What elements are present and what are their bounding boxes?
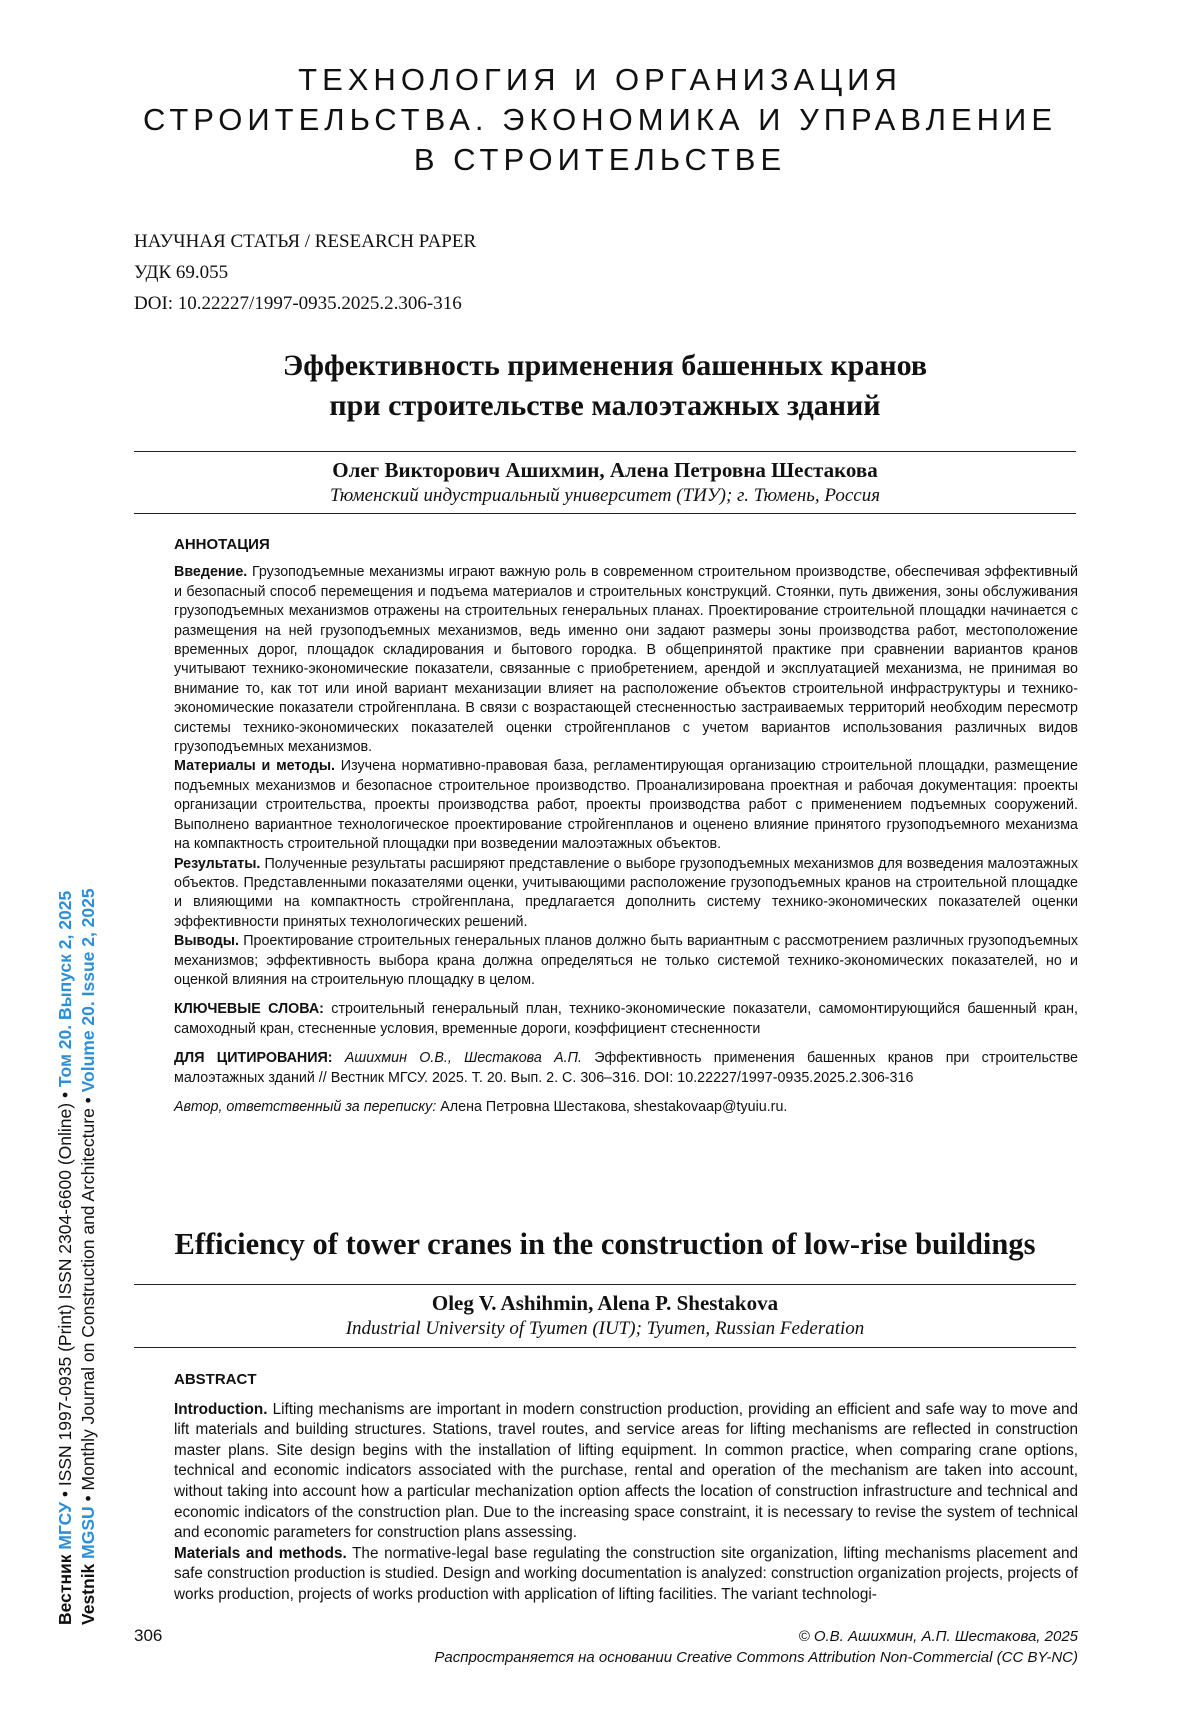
journal-name: Вестник: [55, 1549, 75, 1625]
divider: [134, 1347, 1076, 1348]
divider: [134, 1284, 1076, 1285]
section-title-line: ТЕХНОЛОГИЯ И ОРГАНИЗАЦИЯ: [298, 62, 902, 97]
copyright: © О.В. Ашихмин, А.П. Шестакова, 2025: [798, 1628, 1078, 1645]
text: The normative-legal base regulating the construction site organization, lifting mechanisms placement and safe construction production is studied. Design and working documentation is analyzed: construction organization projects, projects of works production, projects of works production with application of lifting facilities. The variant technologi-: [174, 1544, 1078, 1603]
text: Изучена нормативно-правовая база, регламентирующая организацию строительной площадки, размещение подъемных механизмов и безопасное строительное производство. Проанализирована проектная и рабочая документация: проекты организации строительства, проекты производства работ, проекты производства работ с применением подъемных сооружений. Выполнено вариантное технологическое проектирование стройгенпланов и оценено влияние принятого грузоподъемного механизма на компактность строительной площадки при возведении малоэтажных объектов.: [174, 758, 1078, 853]
section-title-line: СТРОИТЕЛЬСТВА. ЭКОНОМИКА И УПРАВЛЕНИЕ: [142, 102, 1058, 137]
divider: [134, 513, 1076, 514]
abstract-intro: [174, 1400, 1078, 1544]
journal-side-strip: [54, 755, 104, 1625]
udc-code: УДК 69.055: [134, 262, 229, 283]
section-title-line: В СТРОИТЕЛЬСТВЕ: [413, 142, 787, 177]
spacer: [174, 990, 1078, 1000]
affiliation-en: Industrial University of Tyumen (IUT); Tyumen, Russian Federation: [345, 1318, 865, 1339]
text: Проектирование строительных генеральных планов должно быть вариантным с рассмотрением различных грузоподъемных механизмов; эффективность выбора крана должна определяться не только системой технико-экономических показателей, но и оценкой влияния на строительную площадку в целом.: [174, 933, 1078, 988]
doi[interactable]: DOI: 10.22227/1997-0935.2025.2.306-316: [134, 293, 462, 314]
journal-subtitle: • Monthly Journal on Construction and Architecture •: [78, 1092, 98, 1507]
footer-rights: [434, 1626, 1078, 1668]
citation: [174, 1049, 1078, 1088]
journal-section-title: [120, 60, 1080, 180]
text: Грузоподъемные механизмы играют важную роль в современном строительном производстве, обеспечивая эффективный и безопасный способ перемещения и подъема материалов и строительных конструкций. Стоянки, путь движения, зоны обслуживания грузоподъемных механизмов отражены на строительных генеральных планах. Проектирование строительной площадки начинается с размещения на ней грузоподъемных механизмов, ведь именно они задают размеры зоны производства работ, местоположение временных дорог, площадок складирования и бытового городка. В общепринятой практике при сравнении вариантов кранов учитывают технико-экономические показатели, связанные с приобретением, арендой и эксплуатацией механизма, не принимая во внимание то, как тот или иной вариант механизации влияет на расположение объектов строительной инфраструктуры и технико-экономические показатели стройгенплана. В связи с возрастающей стесненностью застраиваемых территорий необходим пересмотр системы технико-экономических показателей оценки стройгенпланов с учетом вариантов использования различных видов грузоподъемных механизмов.: [174, 564, 1078, 756]
title-ru: [134, 346, 1076, 426]
abstract-conclusions: [174, 932, 1078, 990]
citation-authors: Ашихмин О.В., Шестакова А.П.: [332, 1050, 582, 1067]
page-number: 306: [134, 1626, 163, 1645]
text: Полученные результаты расширяют представление о выборе грузоподъемных механизмов для возведения малоэтажных объектов. Представленными показателями оценки, учитывающими расположение грузоподъемных кранов на строительной площадке и влияющими на компактность стройгенплана, предлагается дополнить систему технико-экономических показателей оценки эффективности принятых технологических решений.: [174, 855, 1078, 930]
abstract-methods: [174, 1544, 1078, 1606]
keywords: [174, 1000, 1078, 1039]
title-en: Efficiency of tower cranes in the construction of low-rise buildings: [174, 1227, 1036, 1261]
journal-name: Vestnik: [78, 1558, 98, 1625]
spacer: [174, 1039, 1078, 1049]
authors-en: Oleg V. Ashihmin, Alena P. Shestakova: [431, 1291, 779, 1315]
text: Эффективность применения башенных кранов при строительстве малоэтажных зданий // Вестник МГСУ. 2025. Т. 20. Вып. 2. С. 306–316. DOI: 10.22227/1997-0935.2025.2.306-316: [174, 1050, 1078, 1086]
issn: • ISSN 1997-0935 (Print) ISSN 2304-6600 (Online) •: [55, 1087, 75, 1503]
affiliation-ru: Тюменский индустриальный университет (ТИУ); г. Тюмень, Россия: [329, 485, 881, 506]
title-ru-line: при строительстве малоэтажных зданий: [329, 389, 881, 422]
label: Introduction.: [174, 1400, 268, 1418]
abstract-heading: ABSTRACT: [174, 1371, 257, 1388]
text: строительный генеральный план, технико-экономические показатели, самомонтирующийся башенный кран, самоходный кран, стесненные условия, временные дороги, коэффициент стесненности: [174, 1001, 1078, 1037]
label: ДЛЯ ЦИТИРОВАНИЯ:: [174, 1050, 333, 1067]
volume-issue: Том 20. Выпуск 2, 2025: [55, 890, 75, 1088]
label: Результаты.: [174, 855, 261, 872]
label: Материалы и методы.: [174, 758, 336, 775]
text: Lifting mechanisms are important in modern construction production, providing an efficient and safe way to move and lift materials and building structures. Stations, travel routes, and service areas for lifting mechanisms are reflected in construction master plans. Site design begins with the installation of lifting equipment. In common practice, when comparing crane options, technical and economic indicators associated with the purchase, rental and operation of the mechanism are taken into account, without taking into account how a particular mechanization option affects the location of construction infrastructure and technical and economic indicators of the construction plan. Due to the increasing space constraint, it is necessary to revise the system of technical and economic parameters for construction plans assessing.: [174, 1400, 1078, 1542]
text: Алена Петровна Шестакова, shestakovaap@tyuiu.ru.: [436, 1098, 788, 1115]
label: Materials and methods.: [174, 1544, 347, 1562]
label: Выводы.: [174, 933, 239, 950]
journal-brand: MGSU: [78, 1506, 98, 1559]
volume-issue: Volume 20. Issue 2, 2025: [78, 888, 98, 1093]
spacer: [174, 1088, 1078, 1098]
abstract-ru: [174, 535, 1078, 1117]
side-strip-line-ru: [54, 755, 77, 1625]
label: КЛЮЧЕВЫЕ СЛОВА:: [174, 1001, 324, 1018]
abstract-heading: АННОТАЦИЯ: [174, 536, 270, 553]
article-type: НАУЧНАЯ СТАТЬЯ / RESEARCH PAPER: [134, 231, 477, 252]
journal-brand: МГСУ: [55, 1502, 75, 1550]
abstract-methods: [174, 757, 1078, 854]
authors-ru: Олег Викторович Ашихмин, Алена Петровна Шестакова: [332, 458, 878, 482]
license: Распространяется на основании Creative Commons Attribution Non-Commercial (CC BY-NC): [434, 1649, 1078, 1666]
label: Введение.: [174, 564, 248, 581]
abstract-en: [174, 1370, 1078, 1606]
divider: [134, 451, 1076, 452]
abstract-intro: [174, 563, 1078, 757]
label: Автор, ответственный за переписку:: [174, 1098, 437, 1115]
title-ru-line: Эффективность применения башенных кранов: [282, 349, 928, 382]
article-meta: [134, 226, 476, 319]
side-strip-line-en: [77, 755, 100, 1625]
correspondence: [174, 1098, 1078, 1117]
abstract-results: [174, 855, 1078, 933]
